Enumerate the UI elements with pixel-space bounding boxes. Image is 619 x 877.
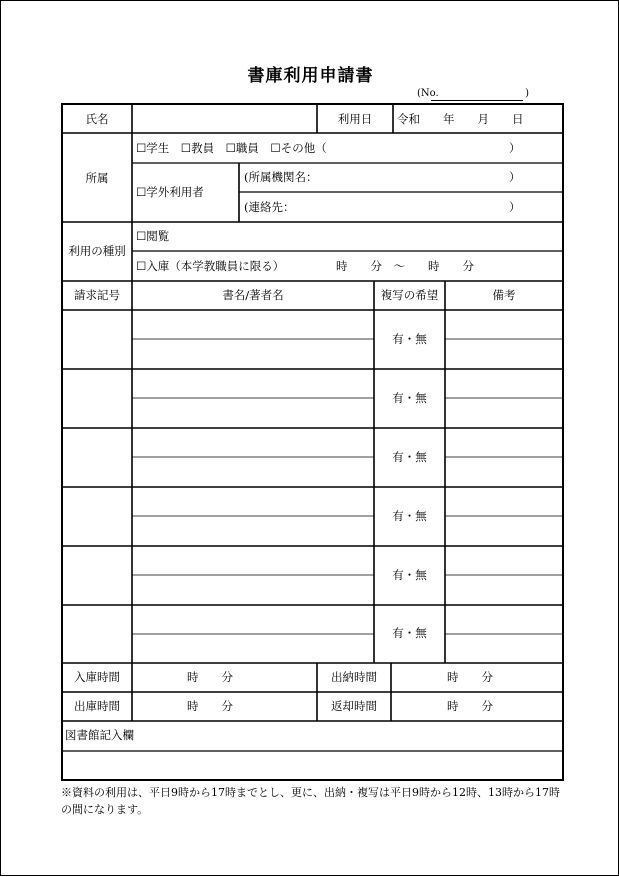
copy-yes-no[interactable]: 有・無	[392, 509, 427, 523]
form-title: 書庫利用申請書	[247, 66, 374, 86]
usage-label: 利用の種別	[68, 244, 126, 258]
copy-yes-no[interactable]: 有・無	[392, 568, 427, 582]
form-number	[417, 88, 529, 102]
form-grid	[1, 1, 619, 877]
name-field[interactable]	[133, 107, 316, 131]
date-label: 利用日	[337, 112, 373, 126]
checkout-time-label: 出納時間	[331, 670, 377, 684]
library-use-label: 図書館記入欄	[65, 728, 134, 742]
return-time-label: 返却時間	[331, 699, 377, 713]
form-number-suffix: )	[525, 88, 529, 99]
entry-time-field[interactable]: 時 分	[187, 670, 233, 684]
header-call-number: 請求記号	[74, 288, 120, 302]
header-remarks: 備考	[492, 288, 516, 302]
copy-yes-no[interactable]: 有・無	[392, 391, 427, 405]
copy-yes-no[interactable]: 有・無	[392, 332, 427, 346]
copy-yes-no[interactable]: 有・無	[392, 450, 427, 464]
form-number-prefix: (No.	[417, 88, 439, 99]
date-field[interactable]: 令和 年 月 日	[397, 112, 524, 126]
contact-label: (連絡先：	[244, 200, 295, 214]
header-copy-request: 複写の希望	[380, 288, 439, 302]
form-number-line	[431, 100, 523, 101]
usage-time-range[interactable]: 時 分 ～ 時 分	[336, 259, 474, 273]
affiliation-close-paren: ）	[509, 141, 521, 155]
name-label: 氏名	[85, 112, 109, 126]
exit-time-label: 出庫時間	[74, 699, 120, 713]
entry-time-label: 入庫時間	[74, 670, 120, 684]
footnote: ※資料の利用は、平日9時から17時までとし、更に、出納・複写は平日9時から12時、13時から17時の間になります。	[61, 786, 560, 816]
exit-time-field[interactable]: 時 分	[187, 699, 233, 713]
affiliation-internal-options[interactable]: ☐学生 ☐教員 ☐職員 ☐その他（	[136, 141, 327, 155]
copy-yes-no[interactable]: 有・無	[392, 626, 427, 640]
affiliation-label: 所属	[85, 171, 109, 185]
contact-close-paren: ）	[509, 200, 521, 214]
external-user-checkbox[interactable]: ☐学外利用者	[136, 185, 204, 199]
institution-close-paren: ）	[509, 170, 521, 184]
usage-enter-checkbox[interactable]: ☐入庫（本学教職員に限る）	[136, 259, 285, 273]
checkout-time-field[interactable]: 時 分	[447, 670, 493, 684]
usage-view-checkbox[interactable]: ☐閲覧	[136, 229, 170, 243]
institution-name-label: (所属機関名：	[244, 170, 318, 184]
header-title-author: 書名/著者名	[222, 288, 284, 302]
return-time-field[interactable]: 時 分	[447, 699, 493, 713]
